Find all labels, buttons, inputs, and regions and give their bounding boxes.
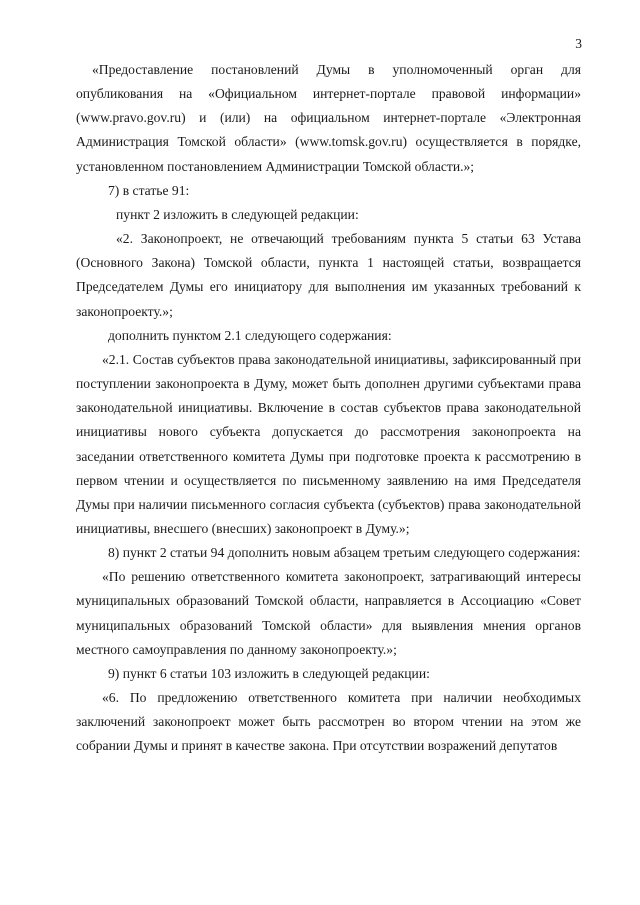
paragraph-item-8-text: «По решению ответственного комитета законопроект, затрагивающий интересы муниципальных образований Томской области, направляется в Ассоциацию «Совет муниципальных образований Томской области» для выявления мнения органов местного самоуправления по данному законопроекту.»; [76, 569, 581, 657]
paragraph-point-2-1-text: «2.1. Состав субъектов права законодательной инициативы, зафиксированный при поступлении законопроекта в Думу, может быть дополнен другими субъектами права законодательной инициативы. Включение в состав субъектов права законодательной инициативы нового субъекта допускается до рассмотрения законопроекта на заседании ответственного комитета Думы при подготовке проекта к рассмотрению в первом чтении и осуществляется по письменному заявлению на имя Председателя Думы при наличии письменного согласия субъекта (субъектов) права законодательной инициативы, внесшего (внесших) законопроект в Думу.»; [76, 351, 581, 536]
paragraph-item-9: 9) пункт 6 статьи 103 изложить в следующей редакции: [108, 665, 430, 681]
page-number: 3 [575, 36, 582, 51]
paragraph-publication-order: «Предоставление постановлений Думы в уполномоченный орган для опубликования на «Официальном интернет-портале правовой информации» (www.pravo.gov.ru) и (или) на официальном интернет-портале «Электронная Администрация Томской области» (www.tomsk.gov.ru) осуществляется в порядке, установленном постановлением Администрации Томской области.»; [76, 62, 581, 174]
paragraph-item-7: 7) в статье 91: [108, 182, 190, 198]
paragraph-point-2-1-intro: дополнить пунктом 2.1 следующего содержания: [108, 327, 392, 343]
paragraph-point-2-intro: пункт 2 изложить в следующей редакции: [116, 206, 359, 222]
document-body [76, 58, 581, 759]
paragraph-point-6-text: «6. По предложению ответственного комитета при наличии необходимых заключений законопроект может быть рассмотрен во втором чтении на этом же собрании Думы и принят в качестве закона. При отсутствии возражений депутатов [76, 690, 581, 754]
paragraph-point-2-text: «2. Законопроект, не отвечающий требованиям пункта 5 статьи 63 Устава (Основного Закона) Томской области, пункта 1 настоящей статьи, возвращается Председателем Думы его инициатору для выполнения им указанных требований к законопроекту.»; [76, 231, 581, 319]
paragraph-item-8: 8) пункт 2 статьи 94 дополнить новым абзацем третьим следующего содержания: [108, 545, 581, 561]
